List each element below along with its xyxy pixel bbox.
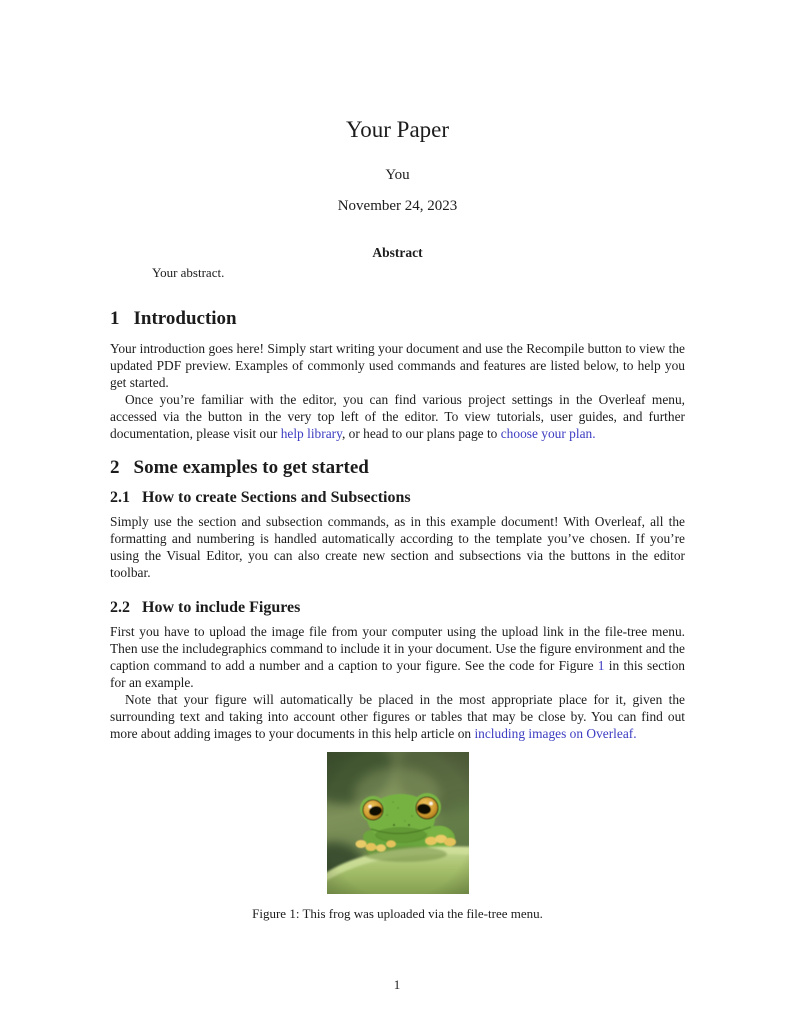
frog-photo-image xyxy=(327,752,469,894)
section-1-paragraph-1: Your introduction goes here! Simply start writing your document and use the Recompile button to view the updated PDF preview. Examples of commonly used commands and features are listed below, to help you get started. xyxy=(110,341,685,390)
paragraph-text: in this section for an example. xyxy=(110,658,685,690)
subsection-2-2-paragraph-2 xyxy=(110,691,685,742)
subsection-2-1-number: 2.1 xyxy=(110,489,130,506)
section-2-number: 2 xyxy=(110,457,120,478)
choose-your-plan-link[interactable]: choose your plan. xyxy=(500,426,596,441)
page-number: 1 xyxy=(393,977,401,992)
paragraph-text: Once you’re familiar with the editor, you can find various project settings in the Overleaf menu, accessed via the button in the very top left of the editor. To view tutorials, user guides, and further documentation, please visit our xyxy=(110,392,685,441)
section-2-heading xyxy=(110,456,685,479)
subsection-2-1-paragraph-1: Simply use the section and subsection commands, as in this example document! With Overleaf, all the formatting and numbering is handled automatically according to the template you’ve chosen. If you’re using the Visual Editor, you can also create new section and subsections via the buttons in the editor toolbar. xyxy=(110,514,685,580)
help-library-link[interactable]: help library xyxy=(280,426,342,441)
paragraph-text: Note that your figure will automatically be placed in the most appropriate place for it, given the surrounding text and taking into account other figures or tables that may be close by. You can find out more about adding images to your documents in this help article on xyxy=(110,692,685,741)
subsection-2-2-number: 2.2 xyxy=(110,599,130,616)
paragraph-text: First you have to upload the image file from your computer using the upload link in the file-tree menu. Then use the includegraphics command to include it in your document. Use the figure environment and the caption command to add a number and a caption to your figure. See the code for Figure xyxy=(110,624,685,673)
figure-1-caption: Figure 1: This frog was uploaded via the file-tree menu. xyxy=(252,906,543,921)
section-1-title: Introduction xyxy=(133,308,237,329)
abstract-body: Your abstract. xyxy=(152,265,225,280)
subsection-2-1-heading xyxy=(110,488,685,507)
paper-author: You xyxy=(385,167,410,183)
photo-vignette xyxy=(327,752,469,894)
subsection-2-2-heading xyxy=(110,598,685,617)
paragraph-text: , or head to our plans page to xyxy=(341,426,501,441)
paper-title: Your Paper xyxy=(345,117,450,142)
section-1-heading xyxy=(110,307,685,330)
subsection-2-2-title: How to include Figures xyxy=(142,599,301,616)
including-images-on-overleaf-link[interactable]: including images on Overleaf. xyxy=(474,726,637,741)
figure-1-reference-link[interactable]: 1 xyxy=(597,658,605,673)
figure-1 xyxy=(110,752,685,922)
section-1-paragraph-2 xyxy=(110,391,685,442)
subsection-2-2-paragraph-1 xyxy=(110,623,685,691)
abstract-heading: Abstract xyxy=(372,245,423,260)
paper-date: November 24, 2023 xyxy=(337,198,458,214)
document-content xyxy=(110,116,685,922)
section-2-title: Some examples to get started xyxy=(133,457,369,478)
subsection-2-1-title: How to create Sections and Subsections xyxy=(142,489,411,506)
section-1-number: 1 xyxy=(110,308,120,329)
